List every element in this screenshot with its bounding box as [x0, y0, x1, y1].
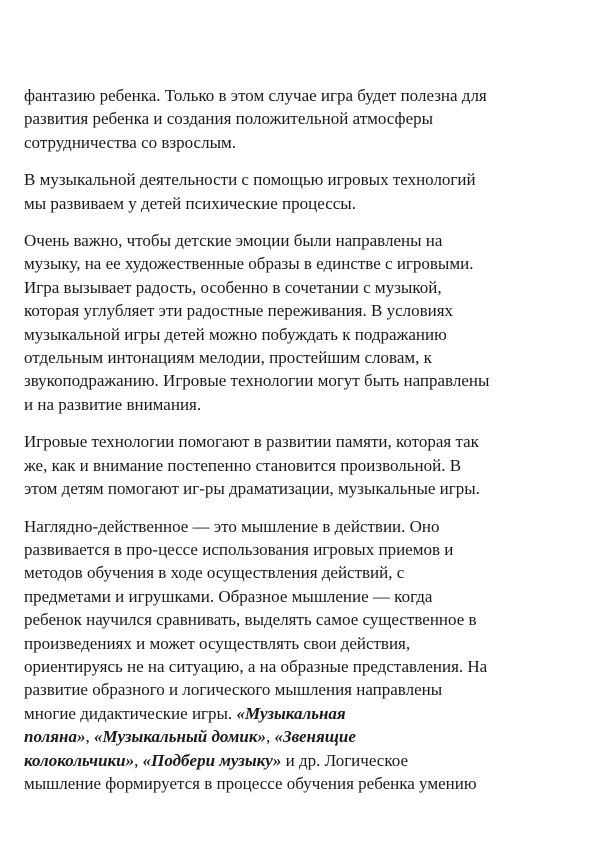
text-line: отдельным интонациям мелодии, простейшим словам, к: [24, 348, 432, 368]
text-line: развитие образного и логического мышления направлены: [24, 680, 443, 700]
text-line: и на развитие внимания.: [24, 394, 202, 414]
game-title: поляна»: [24, 727, 86, 747]
game-title: «Музыкальный домик»: [93, 727, 266, 747]
paragraph-1: [24, 84, 574, 154]
text-line: этом детям помогают иг-ры драматизации, музыкальные игры.: [24, 479, 480, 499]
game-title: «Музыкальная: [236, 703, 346, 723]
text-line: Игровые технологии помогают в развитии памяти, которая так: [24, 432, 479, 452]
text-line: [24, 749, 574, 772]
game-title: «Подбери музыку»: [142, 750, 282, 770]
text-line: музыкальной игры детей можно побуждать к подражанию: [24, 324, 447, 344]
text-line: произведениях и может осуществлять свои действия,: [24, 633, 411, 653]
text-line: методов обучения в ходе осуществления действий, с: [24, 563, 405, 583]
text-line: развивается в про-цессе использования игровых приемов и: [24, 539, 454, 559]
text-line: музыку, на ее художественные образы в единстве с игровыми.: [24, 254, 474, 274]
paragraph-3: [24, 229, 574, 416]
text-line: В музыкальной деятельности с помощью игровых технологий: [24, 170, 476, 190]
text-line: звукоподражанию. Игровые технологии могут быть направлены: [24, 371, 490, 391]
text-line: сотрудничества со взрослым.: [24, 132, 237, 152]
paragraph-4: [24, 430, 574, 500]
text-line: Очень важно, чтобы детские эмоции были направлены на: [24, 231, 443, 251]
game-title: «Звенящие: [274, 727, 356, 747]
text-line: Игра вызывает радость, особенно в сочетании с музыкой,: [24, 277, 442, 297]
text-line: [24, 702, 574, 725]
text-line: ребенок научился сравнивать, выделять самое существенное в: [24, 610, 477, 630]
text-line: же, как и внимание постепенно становится произвольной. В: [24, 455, 462, 475]
text-line: фантазию ребенка. Только в этом случае игра будет полезна для: [24, 86, 487, 105]
game-title: колокольчики»: [24, 750, 135, 770]
text-line: развития ребенка и создания положительной атмосферы: [24, 109, 434, 129]
text-line: ориентируясь не на ситуацию, а на образные представления. На: [24, 656, 488, 676]
text-line: Наглядно-действенное — это мышление в действии. Оно: [24, 516, 440, 536]
text-line: предметами и игрушками. Образное мышление — когда: [24, 586, 433, 606]
paragraph-5: [24, 515, 574, 796]
text-run: ,: [265, 727, 275, 747]
paragraph-2: [24, 168, 574, 215]
document-body: [24, 84, 574, 809]
text-run: ,: [134, 750, 143, 770]
text-line: мы развиваем у детей психические процессы.: [24, 193, 356, 213]
text-run: многие дидактические игры.: [24, 703, 237, 723]
text-line: [24, 725, 574, 748]
text-line: мышление формируется в процессе обучения ребенка умению: [24, 773, 477, 793]
text-run: и др. Логическое: [281, 750, 408, 770]
text-run: ,: [85, 727, 94, 747]
text-line: которая углубляет эти радостные переживания. В условиях: [24, 301, 454, 321]
